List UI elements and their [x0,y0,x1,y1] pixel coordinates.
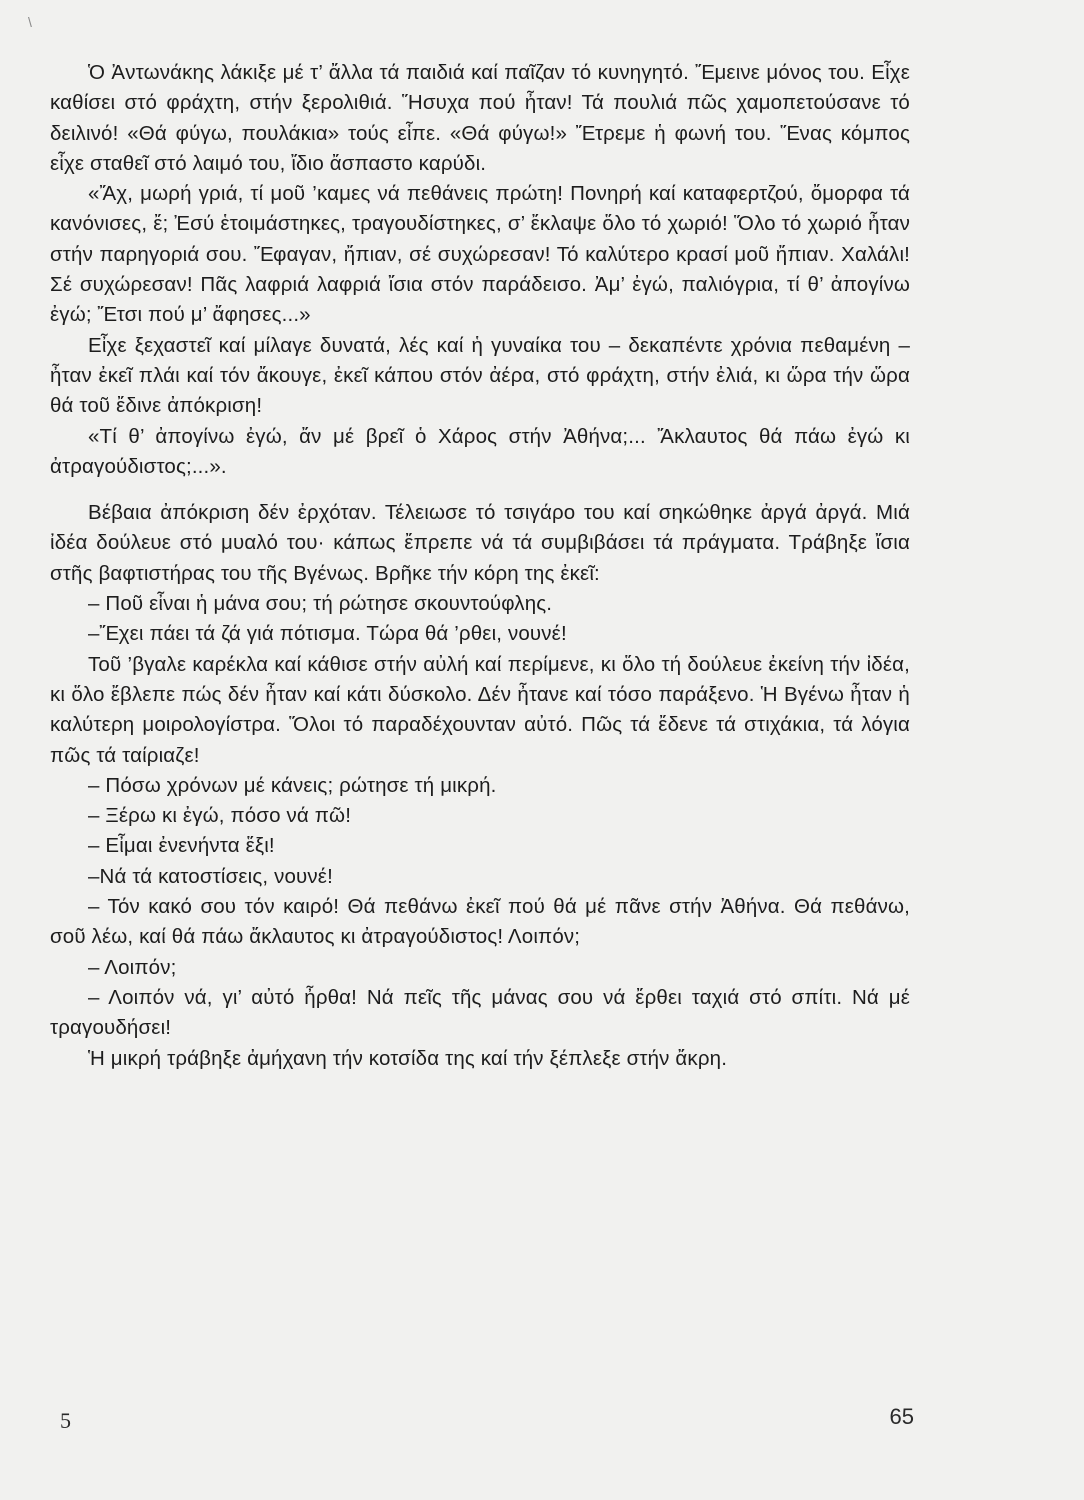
dialogue-line: – Εἶμαι ἐνενήντα ἕξι! [88,834,275,858]
paragraph: Εἶχε ξεχαστεῖ καί μίλαγε δυνατά, λές καί ἡ γυναίκα του – δεκαπέντε χρόνια πεθαμένη – ἦταν ἐκεῖ πλάι καί τόν ἄκουγε, ἐκεῖ κάπου στόν ἀέρα, στό φράχτη, στήν ἐλιά, κι ὥρα τήν ὥρα θά τοῦ ἔδινε ἀπόκριση! [50,333,910,418]
paragraph: «Τί θ’ ἀπογίνω ἐγώ, ἄν μέ βρεῖ ὁ Χάρος στήν Ἀθήνα;... Ἄκλαυτος θά πάω ἐγώ κι ἀτραγούδιστος;...». [50,424,910,478]
dialogue-line: – Πόσω χρόνων μέ κάνεις; ρώτησε τή μικρή. [88,773,497,797]
dialogue-line: – Ξέρω κι ἐγώ, πόσο νά πῶ! [88,804,352,828]
dialogue-line: – Τόν κακό σου τόν καιρό! Θά πεθάνω ἐκεῖ πού θά μέ πᾶνε στήν Ἀθήνα. Θά πεθάνω, σοῦ λέω, καί θά πάω ἄκλαυτος κι ἀτραγούδιστος! Λοιπόν; [50,895,910,949]
signature-mark: 5 [60,1408,71,1433]
paragraph: «Ἄχ, μωρή γριά, τί μοῦ ’καμες νά πεθάνεις πρώτη! Πονηρή καί καταφερτζού, ὄμορφα τά κανόνισες, ἔ; Ἐσύ ἑτοιμάστηκες, τραγουδίστηκες, σ’ ἔκλαψε ὅλο τό χωριό! Ὅλο τό χωριό ἦταν στήν παρηγοριά σου. Ἔφαγαν, ἤπιαν, σέ συχώρεσαν! Τό καλύτερο κρασί μοῦ ἤπιαν. Χαλάλι! Σέ συχώρεσαν! Πᾶς λαφριά λαφριά ἴσια στόν παράδεισο. Ἀμ’ ἐγώ, παλιόγρια, τί θ’ ἀπογίνω ἐγώ; Ἔτσι πού μ’ ἄφησες...» [50,182,910,327]
dialogue-line: – Λοιπόν; [88,955,177,979]
paragraph: Βέβαια ἀπόκριση δέν ἐρχόταν. Τέλειωσε τό τσιγάρο του καί σηκώθηκε ἀργά ἀργά. Μιά ἰδέα δούλευε στό μυαλό του· κάπως ἔπρεπε νά τά συμβιβάσει τά πράγματα. Τράβηξε ἴσια στῆς βαφτιστήρας του τῆς Βγένως. Βρῆκε τήν κόρη της ἐκεῖ: [50,501,910,585]
dialogue-line: –Νά τά κατοστίσεις, νουνέ! [88,864,333,888]
paragraph: Τοῦ ’βγαλε καρέκλα καί κάθισε στήν αὐλή καί περίμενε, κι ὅλο τή δούλευε ἐκείνη τήν ἰδέα, κι ὅλο ἔβλεπε πώς δέν ἦταν καί κάτι δύσκολο. Δέν ἦτανε καί τόσο παράξενο. Ἡ Βγένω ἦταν ἡ καλύτερη μοιρολογίστρα. Ὅλοι τό παραδέχουνταν αὐτό. Πῶς τά ἔδενε τά στιχάκια, τά λόγια πῶς τά ταίριαζε! [50,652,910,767]
corner-mark: \ [28,14,32,30]
dialogue-line: – Ποῦ εἶναι ἡ μάνα σου; τή ρώτησε σκουντούφλης. [88,592,553,616]
dialogue-line: –Ἔχει πάει τά ζά γιά πότισμα. Τώρα θά ’ρθει, νουνέ! [88,622,567,646]
paragraph: Ὁ Ἀντωνάκης λάκιξε μέ τ’ ἄλλα τά παιδιά καί παῖζαν τό κυνηγητό. Ἔμεινε μόνος του. Εἶχε καθίσει στό φράχτη, στήν ξερολιθιά. Ἥσυχα πού ἦταν! Τά πουλιά πῶς χαμοπετούσανε τό δειλινό! «Θά φύγω, πουλάκια» τούς εἶπε. «Θά φύγω!» Ἔτρεμε ἡ φωνή του. Ἕνας κόμπος εἶχε σταθεῖ στό λαιμό του, ἴδιο ἄσπαστο καρύδι. [50,61,910,175]
paragraph: Ἡ μικρή τράβηξε ἀμήχανη τήν κοτσίδα της καί τήν ξέπλεξε στήν ἄκρη. [88,1046,728,1070]
page-number: 65 [889,1404,914,1429]
body-text [50,58,910,1074]
dialogue-line: – Λοιπόν νά, γι’ αὐτό ἦρθα! Νά πεῖς τῆς μάνας σου νά ἔρθει ταχιά στό σπίτι. Νά μέ τραγουδήσει! [50,985,910,1040]
